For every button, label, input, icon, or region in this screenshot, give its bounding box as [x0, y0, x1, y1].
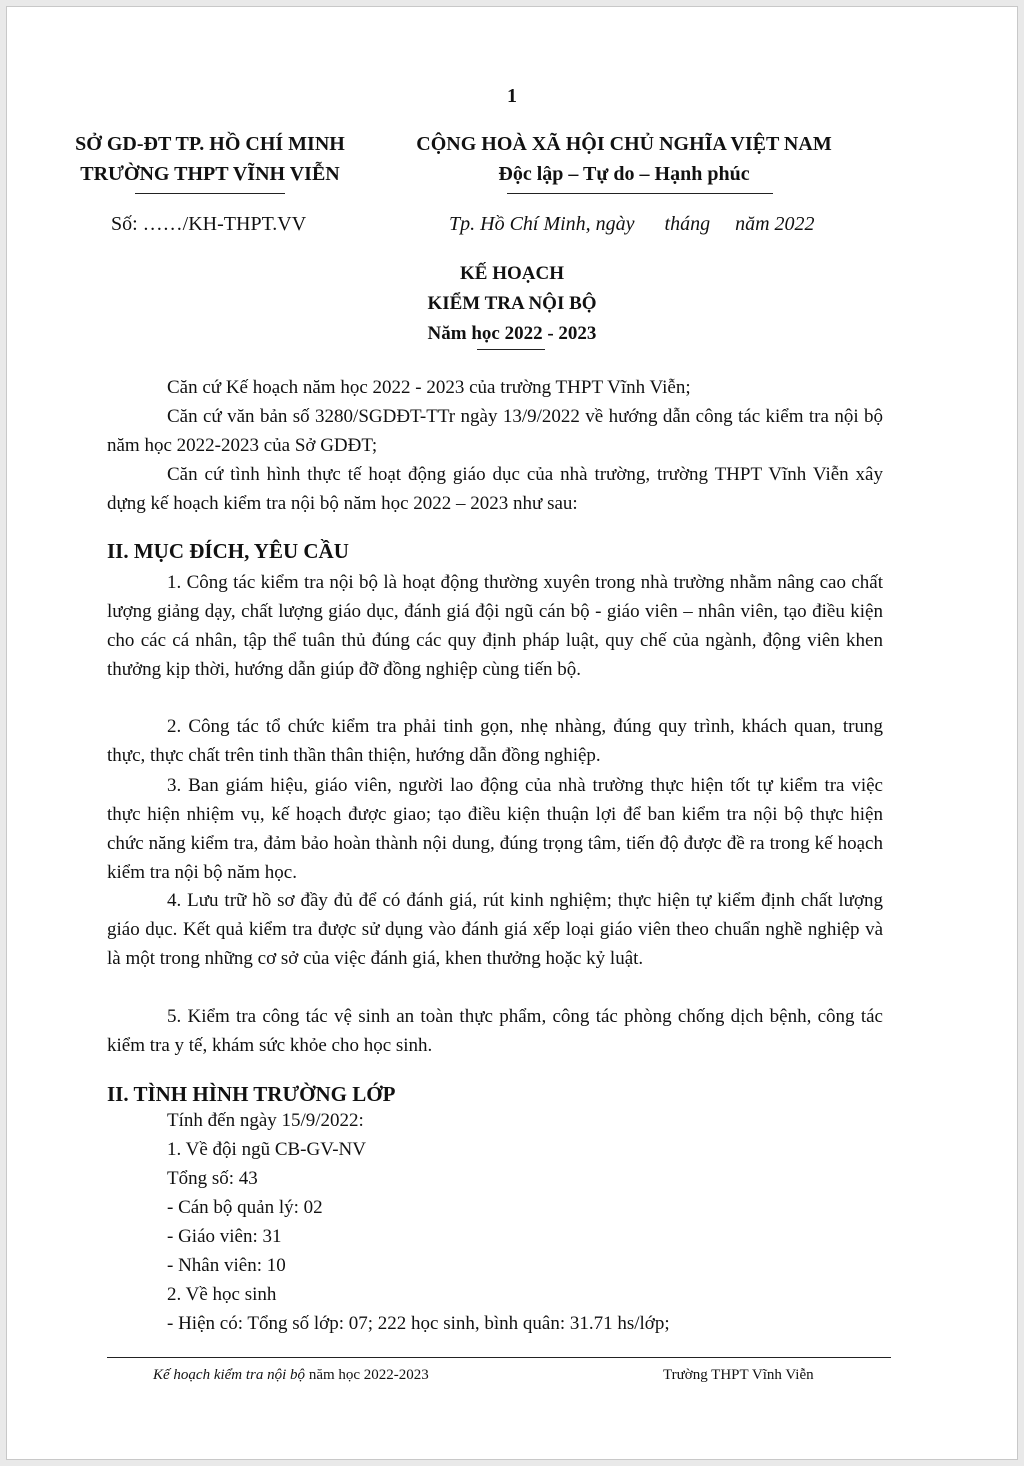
footer-left-rest: năm học 2022-2023 [305, 1367, 429, 1383]
status-item: - Cán bộ quản lý: 02 [167, 1197, 323, 1218]
title-underline [477, 349, 545, 350]
school-name-underline [135, 193, 285, 194]
status-item: - Hiện có: Tổng số lớp: 07; 222 học sinh, bình quân: 31.71 hs/lớp; [167, 1313, 670, 1334]
status-item: 1. Về đội ngũ CB-GV-NV [167, 1139, 366, 1160]
footer-divider [107, 1357, 891, 1358]
place-and-date: Tp. Hồ Chí Minh, ngày tháng năm 2022 [449, 213, 815, 235]
document-title: KẾ HOẠCH [460, 263, 564, 284]
school-name: TRƯỜNG THPT VĨNH VIỄN [80, 163, 340, 185]
preamble-paragraph: Căn cứ tình hình thực tế hoạt động giáo dục của nhà trường, trường THPT Vĩnh Viễn xây dựng kế hoạch kiểm tra nội bộ năm học 2022 – 2023 như sau: [107, 464, 883, 514]
status-item: 2. Về học sinh [167, 1284, 277, 1305]
footer-right: Trường THPT Vĩnh Viễn [663, 1367, 814, 1383]
section-heading-purpose: II. MỤC ĐÍCH, YÊU CẦU [107, 539, 349, 563]
department-name: SỞ GD-ĐT TP. HỒ CHÍ MINH [75, 133, 345, 155]
footer-left [153, 1367, 429, 1384]
preamble-paragraph: Căn cứ văn bản số 3280/SGDĐT-TTr ngày 13/9/2022 về hướng dẫn công tác kiểm tra nội bộ năm học 2022-2023 của Sở GDĐT; [107, 406, 883, 456]
school-year: Năm học 2022 - 2023 [427, 323, 597, 344]
purpose-paragraph: 1. Công tác kiểm tra nội bộ là hoạt động thường xuyên trong nhà trường nhằm nâng cao chất lượng giảng dạy, chất lượng giáo dục, đánh giá đội ngũ cán bộ - giáo viên – nhân viên, tạo điều kiện cho các cá nhân, tập thể tuân thủ đúng các quy định pháp luật, quy chế của ngành, động viên khen thưởng kịp thời, hướng dẫn giúp đỡ đồng nghiệp cùng tiến bộ. [107, 572, 883, 680]
status-item: Tính đến ngày 15/9/2022: [167, 1110, 364, 1131]
status-item: - Giáo viên: 31 [167, 1226, 282, 1247]
section-heading-school-status: II. TÌNH HÌNH TRƯỜNG LỚP [107, 1082, 396, 1106]
nation-title: CỘNG HOÀ XÃ HỘI CHỦ NGHĨA VIỆT NAM [416, 133, 832, 155]
purpose-paragraph: 5. Kiểm tra công tác vệ sinh an toàn thực phẩm, công tác phòng chống dịch bệnh, công tác kiểm tra y tế, khám sức khỏe cho học sinh. [107, 1006, 883, 1056]
nation-motto: Độc lập – Tự do – Hạnh phúc [498, 163, 750, 185]
page-number: 1 [507, 85, 517, 107]
document-number: Số: ……/KH-THPT.VV [111, 213, 307, 235]
document-subtitle: KIỂM TRA NỘI BỘ [427, 293, 597, 314]
footer-left-italic: Kế hoạch kiểm tra nội bộ [153, 1367, 306, 1383]
document-page [6, 6, 1018, 1460]
status-item: Tổng số: 43 [167, 1168, 258, 1189]
preamble-paragraph: Căn cứ Kế hoạch năm học 2022 - 2023 của trường THPT Vĩnh Viễn; [167, 377, 691, 398]
purpose-paragraph: 2. Công tác tổ chức kiểm tra phải tinh gọn, nhẹ nhàng, đúng quy trình, khách quan, trung thực, thực chất trên tinh thần thân thiện, hướng dẫn đồng nghiệp. [107, 716, 883, 766]
purpose-paragraph: 4. Lưu trữ hồ sơ đầy đủ để có đánh giá, rút kinh nghiệm; thực hiện tự kiểm định chất lượng giáo dục. Kết quả kiểm tra được sử dụng vào đánh giá xếp loại giáo viên theo chuẩn nghề nghiệp và là một trong những cơ sở của việc đánh giá, khen thưởng hoặc kỷ luật. [107, 890, 883, 969]
purpose-paragraph: 3. Ban giám hiệu, giáo viên, người lao động của nhà trường thực hiện tốt tự kiểm tra việc thực hiện nhiệm vụ, kế hoạch được giao; tạo điều kiện thuận lợi để ban kiểm tra nội bộ thực hiện chức năng kiểm tra, đảm bảo hoàn thành nội dung, đúng trọng tâm, tiến độ được đề ra trong kế hoạch kiểm tra nội bộ năm học. [107, 775, 883, 883]
motto-underline [507, 193, 773, 194]
status-item: - Nhân viên: 10 [167, 1255, 286, 1276]
